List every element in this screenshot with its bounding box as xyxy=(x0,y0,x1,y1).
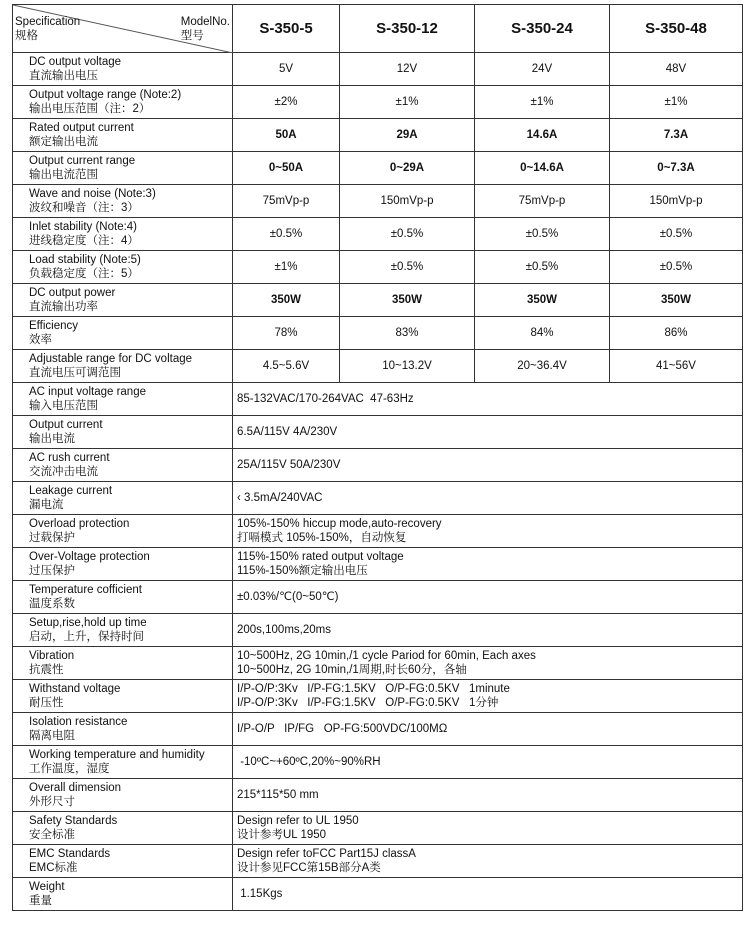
spec-value: 150mVp-p xyxy=(340,185,475,218)
spec-value: 10~13.2V xyxy=(340,350,475,383)
table-row xyxy=(13,218,743,251)
table-row xyxy=(13,416,743,449)
table-row xyxy=(13,812,743,845)
spec-common-value xyxy=(233,383,743,416)
spec-name-en: Inlet stability (Note:4) xyxy=(29,221,138,233)
spec-label-cell xyxy=(13,581,233,614)
spec-name-zh: 安全标准 xyxy=(29,829,75,841)
table-row xyxy=(13,746,743,779)
spec-value: ±2% xyxy=(233,86,340,119)
spec-name-en: AC rush current xyxy=(29,452,110,464)
spec-common-value xyxy=(233,614,743,647)
spec-name-en: Output current xyxy=(29,419,103,431)
spec-name-en: Over-Voltage protection xyxy=(29,551,150,563)
spec-value: ±1% xyxy=(233,251,340,284)
spec-name-en: Wave and noise (Note:3) xyxy=(29,188,156,200)
spec-label-cell xyxy=(13,284,233,317)
spec-name-en: Leakage current xyxy=(29,485,113,497)
table-row xyxy=(13,317,743,350)
table-row xyxy=(13,581,743,614)
value-line: 115%-150% rated output voltage xyxy=(237,551,404,563)
spec-value: ±0.5% xyxy=(475,218,610,251)
header-corner-cell xyxy=(13,5,233,53)
spec-value: 350W xyxy=(475,284,610,317)
spec-name-en: Overload protection xyxy=(29,518,130,530)
value-line: -10ºC~+60ºC,20%~90%RH xyxy=(237,756,381,768)
table-row xyxy=(13,383,743,416)
spec-label-cell xyxy=(13,482,233,515)
spec-value: ±0.5% xyxy=(340,218,475,251)
table-row xyxy=(13,548,743,581)
spec-value: 0~29A xyxy=(340,152,475,185)
spec-common-value xyxy=(233,812,743,845)
spec-label-cell xyxy=(13,119,233,152)
spec-name-en: Output voltage range (Note:2) xyxy=(29,89,182,101)
spec-label-cell xyxy=(13,53,233,86)
spec-name-en: Load stability (Note:5) xyxy=(29,254,141,266)
spec-name-zh: 过压保护 xyxy=(29,565,75,577)
spec-value: 7.3A xyxy=(610,119,743,152)
table-row xyxy=(13,845,743,878)
spec-name-zh: 重量 xyxy=(29,895,52,907)
table-row xyxy=(13,185,743,218)
spec-name-en: Withstand voltage xyxy=(29,683,121,695)
spec-value: ±1% xyxy=(475,86,610,119)
value-line: 105%-150% hiccup mode,auto-recovery xyxy=(237,518,442,530)
spec-name-zh: 输入电压范围 xyxy=(29,400,98,412)
value-line: 25A/115V 50A/230V xyxy=(237,459,341,471)
spec-value: 50A xyxy=(233,119,340,152)
spec-label-cell xyxy=(13,515,233,548)
spec-name-zh: 直流输出功率 xyxy=(29,301,98,313)
header-row xyxy=(13,5,743,53)
spec-value: ±0.5% xyxy=(233,218,340,251)
table-row xyxy=(13,86,743,119)
spec-name-en: DC output power xyxy=(29,287,116,299)
spec-label-cell xyxy=(13,614,233,647)
model-header: S-350-24 xyxy=(475,5,610,53)
value-line: Design refer toFCC Part15J classA xyxy=(237,848,416,860)
table-row xyxy=(13,53,743,86)
spec-common-value xyxy=(233,482,743,515)
spec-label-cell xyxy=(13,647,233,680)
spec-value: ±0.5% xyxy=(610,218,743,251)
spec-label-cell xyxy=(13,812,233,845)
spec-name-en: Working temperature and humidity xyxy=(29,749,205,761)
spec-name-zh: 直流电压可调范围 xyxy=(29,367,121,379)
spec-label-cell xyxy=(13,449,233,482)
spec-name-en: Adjustable range for DC voltage xyxy=(29,353,193,365)
spec-name-zh: 过载保护 xyxy=(29,532,75,544)
spec-common-value xyxy=(233,878,743,911)
table-row xyxy=(13,449,743,482)
spec-name-zh: 直流输出电压 xyxy=(29,70,98,82)
spec-name-zh: 输出电流 xyxy=(29,433,75,445)
table-row xyxy=(13,647,743,680)
table-row xyxy=(13,614,743,647)
table-row xyxy=(13,878,743,911)
model-label-zh: 型号 xyxy=(180,30,204,42)
spec-label-cell xyxy=(13,713,233,746)
spec-common-value xyxy=(233,779,743,812)
spec-common-value xyxy=(233,713,743,746)
model-header: S-350-48 xyxy=(610,5,743,53)
value-line: 6.5A/115V 4A/230V xyxy=(237,426,338,438)
spec-value: 20~36.4V xyxy=(475,350,610,383)
spec-common-value xyxy=(233,515,743,548)
spec-name-zh: 工作温度，湿度 xyxy=(29,763,110,775)
value-line: 打嗝模式 105%-150%，自动恢复 xyxy=(237,532,407,544)
value-line: ‹ 3.5mA/240VAC xyxy=(237,492,323,504)
spec-name-zh: 输出电流范围 xyxy=(29,169,98,181)
spec-value: ±0.5% xyxy=(340,251,475,284)
value-line: I/P-O/P:3Kv I/P-FG:1.5KV O/P-FG:0.5KV 1分钟 xyxy=(237,697,499,709)
spec-name-zh: 进线稳定度（注：4） xyxy=(29,235,139,247)
spec-value: 5V xyxy=(233,53,340,86)
spec-label-cell xyxy=(13,878,233,911)
spec-name-zh: 输出电压范围（注：2） xyxy=(29,103,151,115)
spec-label-en: Specification xyxy=(15,16,81,28)
spec-label-cell xyxy=(13,845,233,878)
value-line: Design refer to UL 1950 xyxy=(237,815,359,827)
spec-common-value xyxy=(233,416,743,449)
spec-label xyxy=(15,15,80,43)
spec-label-cell xyxy=(13,383,233,416)
spec-value: 78% xyxy=(233,317,340,350)
model-header: S-350-12 xyxy=(340,5,475,53)
value-line: 115%-150%额定输出电压 xyxy=(237,565,368,577)
spec-common-value xyxy=(233,548,743,581)
spec-name-zh: EMC标准 xyxy=(29,862,78,874)
spec-value: 0~50A xyxy=(233,152,340,185)
spec-value: 350W xyxy=(610,284,743,317)
spec-label-cell xyxy=(13,152,233,185)
value-line: 设计参见FCC第15B部分A类 xyxy=(237,862,381,874)
spec-value: ±0.5% xyxy=(610,251,743,284)
spec-value: 0~14.6A xyxy=(475,152,610,185)
spec-name-en: DC output voltage xyxy=(29,56,122,68)
spec-label-cell xyxy=(13,680,233,713)
spec-name-zh: 效率 xyxy=(29,334,52,346)
value-line: 200s,100ms,20ms xyxy=(237,624,331,636)
value-line: 10~500Hz, 2G 10min,/1周期,时长60分，各轴 xyxy=(237,664,467,676)
value-line: 设计参考UL 1950 xyxy=(237,829,327,841)
spec-value: 86% xyxy=(610,317,743,350)
spec-name-en: Safety Standards xyxy=(29,815,118,827)
spec-name-zh: 隔离电阻 xyxy=(29,730,75,742)
model-label-en: ModelNo. xyxy=(180,16,230,28)
spec-value: 41~56V xyxy=(610,350,743,383)
model-label xyxy=(181,15,230,43)
spec-name-en: Efficiency xyxy=(29,320,79,332)
value-line: 10~500Hz, 2G 10min,/1 cycle Pariod for 60min, Each axes xyxy=(237,650,536,662)
spec-label-cell xyxy=(13,350,233,383)
value-line: I/P-O/P:3Kv I/P-FG:1.5KV O/P-FG:0.5KV 1minute xyxy=(237,683,510,695)
spec-name-zh: 外形尺寸 xyxy=(29,796,75,808)
spec-label-cell xyxy=(13,548,233,581)
spec-name-en: Weight xyxy=(29,881,65,893)
spec-value: 350W xyxy=(340,284,475,317)
spec-value: 84% xyxy=(475,317,610,350)
table-row xyxy=(13,251,743,284)
value-line: I/P-O/P IP/FG OP-FG:500VDC/100MΩ xyxy=(237,723,448,735)
table-row xyxy=(13,713,743,746)
spec-name-en: AC input voltage range xyxy=(29,386,146,398)
spec-label-cell xyxy=(13,416,233,449)
spec-value: 48V xyxy=(610,53,743,86)
table-row xyxy=(13,119,743,152)
value-line: ±0.03%/℃(0~50℃) xyxy=(237,591,339,603)
spec-name-zh: 抗震性 xyxy=(29,664,64,676)
spec-value: 12V xyxy=(340,53,475,86)
table-row xyxy=(13,779,743,812)
spec-table xyxy=(12,4,743,911)
spec-name-zh: 交流冲击电流 xyxy=(29,466,98,478)
spec-common-value xyxy=(233,746,743,779)
spec-name-zh: 波纹和噪音（注：3） xyxy=(29,202,139,214)
spec-value: 83% xyxy=(340,317,475,350)
spec-value: 350W xyxy=(233,284,340,317)
spec-name-en: Isolation resistance xyxy=(29,716,128,728)
spec-name-en: Rated output current xyxy=(29,122,134,134)
spec-value: 4.5~5.6V xyxy=(233,350,340,383)
spec-name-en: Output current range xyxy=(29,155,136,167)
value-line: 85-132VAC/170-264VAC 47-63Hz xyxy=(237,393,414,405)
spec-value: 0~7.3A xyxy=(610,152,743,185)
spec-label-zh: 规格 xyxy=(15,30,38,42)
table-row xyxy=(13,515,743,548)
spec-common-value xyxy=(233,581,743,614)
spec-value: 75mVp-p xyxy=(475,185,610,218)
spec-common-value xyxy=(233,845,743,878)
spec-value: ±1% xyxy=(340,86,475,119)
model-header: S-350-5 xyxy=(233,5,340,53)
table-row xyxy=(13,482,743,515)
spec-value: 75mVp-p xyxy=(233,185,340,218)
spec-label-cell xyxy=(13,218,233,251)
spec-label-cell xyxy=(13,185,233,218)
spec-name-zh: 负载稳定度（注：5） xyxy=(29,268,139,280)
spec-label-cell xyxy=(13,251,233,284)
spec-label-cell xyxy=(13,779,233,812)
spec-name-zh: 漏电流 xyxy=(29,499,64,511)
spec-name-en: Temperature cofficient xyxy=(29,584,142,596)
spec-common-value xyxy=(233,647,743,680)
spec-name-zh: 温度系数 xyxy=(29,598,75,610)
spec-label-cell xyxy=(13,86,233,119)
value-line: 1.15Kgs xyxy=(237,888,283,900)
spec-name-zh: 耐压性 xyxy=(29,697,64,709)
spec-value: ±0.5% xyxy=(475,251,610,284)
spec-value: 24V xyxy=(475,53,610,86)
spec-label-cell xyxy=(13,746,233,779)
value-line: 215*115*50 mm xyxy=(237,789,319,801)
spec-value: 150mVp-p xyxy=(610,185,743,218)
spec-common-value xyxy=(233,680,743,713)
spec-value: ±1% xyxy=(610,86,743,119)
spec-name-en: EMC Standards xyxy=(29,848,111,860)
spec-name-en: Vibration xyxy=(29,650,75,662)
spec-label-cell xyxy=(13,317,233,350)
spec-value: 14.6A xyxy=(475,119,610,152)
table-row xyxy=(13,350,743,383)
spec-common-value xyxy=(233,449,743,482)
spec-name-zh: 额定输出电流 xyxy=(29,136,98,148)
table-row xyxy=(13,680,743,713)
table-row xyxy=(13,152,743,185)
spec-name-en: Setup,rise,hold up time xyxy=(29,617,147,629)
table-row xyxy=(13,284,743,317)
spec-name-zh: 启动，上升，保持时间 xyxy=(29,631,144,643)
spec-name-en: Overall dimension xyxy=(29,782,122,794)
spec-value: 29A xyxy=(340,119,475,152)
